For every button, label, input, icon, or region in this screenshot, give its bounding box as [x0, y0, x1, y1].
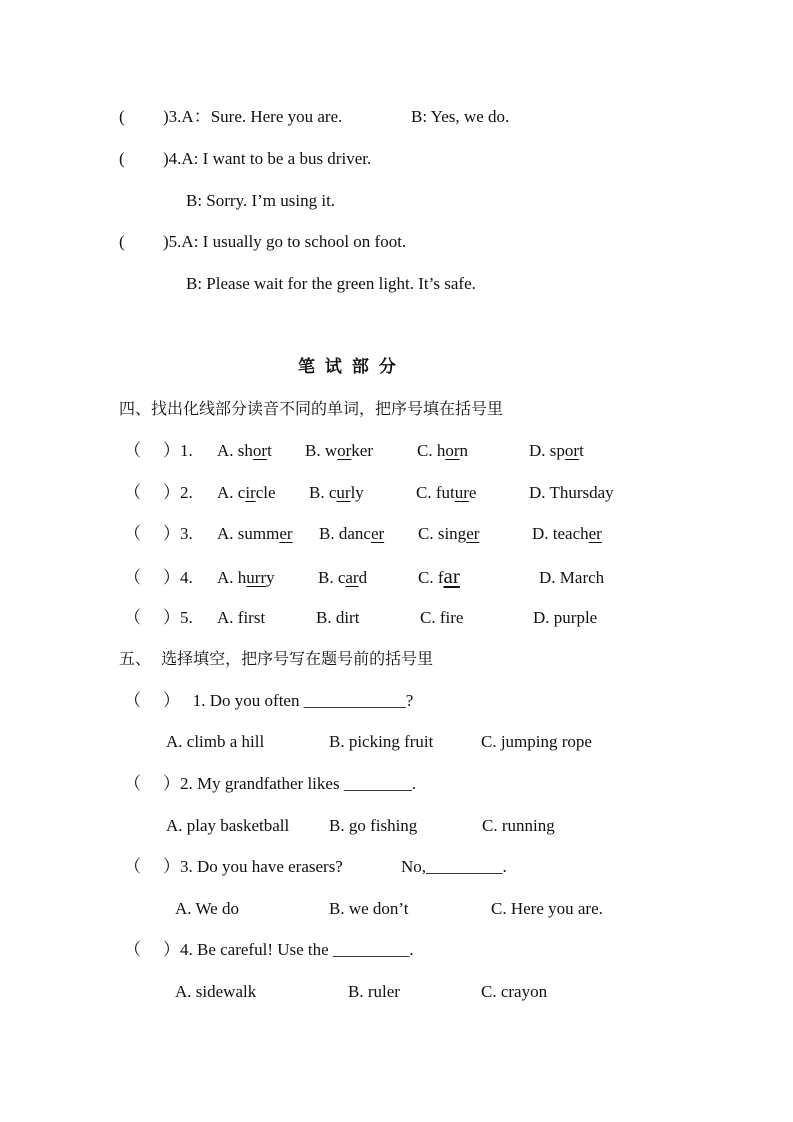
question-2-stem: ）2. My grandfather likes ________.	[163, 774, 417, 793]
option-c: C. crayon	[481, 982, 548, 1001]
option-a: A. summer	[217, 524, 293, 543]
answer-paren[interactable]: （	[124, 608, 141, 627]
answer-paren[interactable]: (	[119, 107, 125, 126]
option-b: B. ruler	[348, 982, 400, 1001]
question-4-line-a	[163, 149, 371, 169]
section-5-heading: 五、 选择填空，把序号写在题号前的括号里	[119, 649, 434, 668]
option-c: C. horn	[417, 441, 469, 460]
question-3-answer-blank: No,_________.	[401, 857, 507, 876]
question-5-line-a	[163, 232, 406, 252]
answer-paren[interactable]: (	[119, 232, 125, 251]
option-c: C. singer	[418, 524, 480, 543]
question-4-line-b: B: Sorry. I’m using it.	[186, 191, 336, 210]
question-number: ）2.	[163, 483, 193, 502]
question-number: )3.	[163, 107, 182, 126]
option-b: B. dancer	[319, 524, 385, 543]
underlined-letters: or	[564, 441, 580, 460]
option-c: C. far	[418, 564, 460, 588]
underlined-letters: er	[279, 524, 293, 543]
option-a: A. short	[217, 441, 272, 460]
option-b: B. card	[318, 568, 368, 587]
option-d: D. purple	[533, 608, 598, 627]
option-c: C. fire	[420, 608, 464, 627]
question-number: ）5.	[163, 608, 193, 627]
underlined-letters: er	[466, 524, 480, 543]
question-4-stem: ）4. Be careful! Use the _________.	[163, 940, 414, 959]
dialog-a: A: I usually go to school on foot.	[181, 232, 407, 251]
underlined-letters: or	[337, 441, 352, 460]
option-a: A. first	[217, 608, 266, 627]
answer-paren[interactable]: （	[124, 774, 141, 793]
underlined-letters: er	[370, 524, 385, 543]
option-d: D. sport	[529, 441, 584, 460]
underlined-letters: or	[252, 441, 268, 460]
section-title: 笔 试 部 分	[298, 357, 398, 377]
option-c: C. jumping rope	[481, 732, 592, 751]
question-3-line-a	[163, 107, 342, 127]
question-number: ）3.	[163, 524, 193, 543]
option-c: C. future	[416, 483, 477, 502]
answer-paren[interactable]: （	[124, 940, 141, 959]
option-a: A. sidewalk	[175, 982, 257, 1001]
option-b: B. picking fruit	[329, 732, 434, 751]
question-1-stem: ） 1. Do you often ____________?	[163, 691, 414, 710]
option-c: C. Here you are.	[491, 899, 603, 918]
option-b: B. worker	[305, 441, 374, 460]
option-a: A. hurry	[217, 568, 275, 587]
answer-paren[interactable]: （	[124, 568, 141, 587]
answer-paren[interactable]: （	[124, 524, 141, 543]
option-d: D. Thursday	[529, 483, 614, 502]
question-number: ）1.	[163, 441, 193, 460]
section-4-heading: 四、找出化线部分读音不同的单词，把序号填在括号里	[119, 399, 504, 418]
question-number: )5.	[163, 232, 182, 251]
option-b: B. dirt	[316, 608, 360, 627]
question-number: )4.	[163, 149, 182, 168]
option-a: A. climb a hill	[166, 732, 265, 751]
underlined-letters: er	[588, 524, 602, 543]
question-number: ）4.	[163, 568, 193, 587]
answer-paren[interactable]: (	[119, 149, 125, 168]
underlined-letters: or	[445, 441, 460, 460]
answer-paren[interactable]: （	[124, 441, 141, 460]
option-d: D. March	[539, 568, 605, 587]
question-3-stem: ）3. Do you have erasers?	[163, 857, 343, 876]
option-a: A. We do	[175, 899, 239, 918]
underlined-letters: ar	[345, 568, 359, 587]
underlined-letters: ur	[336, 483, 351, 502]
question-5-line-b: B: Please wait for the green light. It’s safe.	[186, 274, 476, 293]
underlined-letters: ir	[245, 483, 256, 502]
question-3-line-b: B: Yes, we do.	[411, 107, 510, 126]
option-b: B. go fishing	[329, 816, 418, 835]
answer-paren[interactable]: （	[124, 857, 141, 876]
option-b: B. we don’t	[329, 899, 409, 918]
option-a: A. circle	[217, 483, 276, 502]
option-c: C. running	[482, 816, 555, 835]
answer-paren[interactable]: （	[124, 483, 141, 502]
underlined-letters: urr	[246, 568, 267, 587]
underlined-letters: ar	[443, 564, 460, 588]
dialog-a: A: I want to be a bus driver.	[181, 149, 372, 168]
option-a: A. play basketball	[166, 816, 290, 835]
underlined-letters: ur	[454, 483, 469, 502]
dialog-a: A：Sure. Here you are.	[181, 107, 343, 126]
option-b: B. curly	[309, 483, 364, 502]
option-d: D. teacher	[532, 524, 602, 543]
answer-paren[interactable]: （	[124, 691, 141, 710]
